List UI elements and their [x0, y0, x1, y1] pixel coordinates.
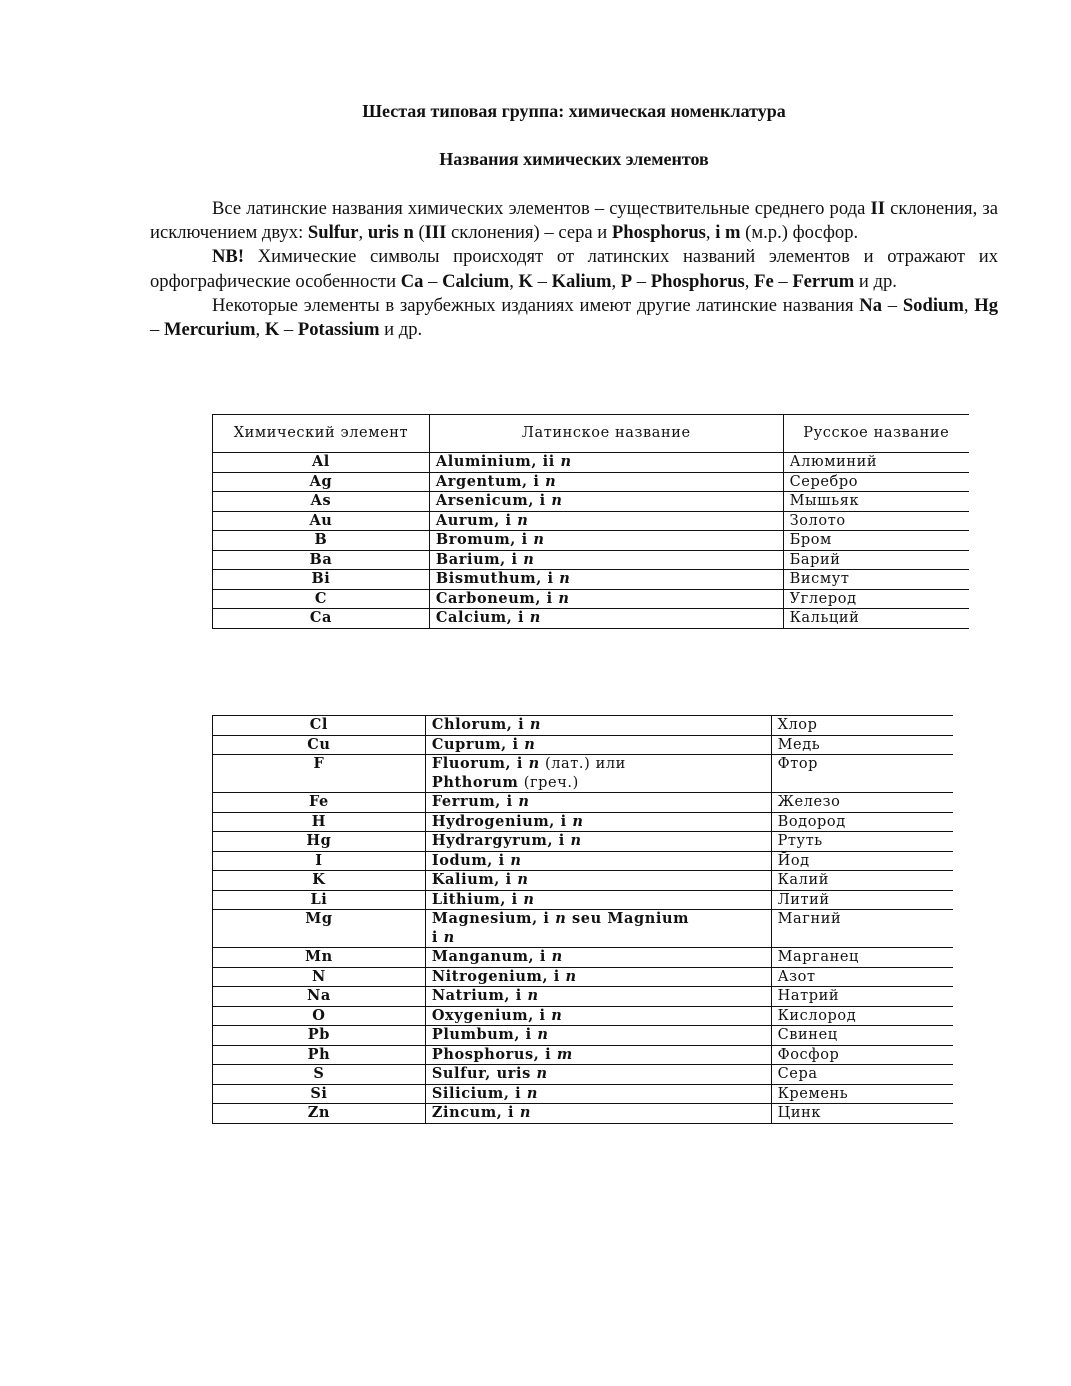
latin-name-text: Iodum, i [431, 851, 511, 869]
latin-name [429, 609, 783, 629]
table-row [213, 793, 954, 813]
gender-mark: n [558, 589, 570, 607]
latin-name-text: Hydrargyrum, i [431, 832, 571, 849]
russian-name: Кремень [771, 1084, 953, 1104]
element-symbol: I [213, 851, 426, 871]
gender-mark: n [519, 1104, 531, 1121]
latin-name [425, 1065, 771, 1085]
gender-mark: n [536, 1065, 548, 1082]
latin-name-text: Aurum, i [435, 511, 518, 529]
element-symbol: Ph [213, 1045, 426, 1065]
russian-name: Хлор [771, 716, 953, 736]
element-symbol: Zn [213, 1104, 426, 1124]
element-symbol: Al [213, 453, 430, 473]
table-row [213, 910, 954, 948]
element-symbol: Si [213, 1084, 426, 1104]
latin-name [425, 755, 771, 793]
latin-name [425, 871, 771, 891]
table-row [213, 755, 954, 793]
elements-table-part-2 [212, 715, 953, 1124]
table-row [213, 1104, 954, 1124]
table-row [213, 1065, 954, 1085]
gender-mark: n [526, 1084, 539, 1102]
latin-name-text: Ferrum, i [431, 793, 519, 810]
gender-mark: n [510, 851, 522, 869]
element-symbol: Hg [213, 832, 426, 852]
gender-mark: n [545, 472, 557, 490]
header-latin: Латинское название [429, 415, 783, 453]
latin-name [429, 550, 783, 570]
table-row [213, 472, 970, 492]
latin-name [429, 472, 783, 492]
russian-name: Серебро [783, 472, 969, 492]
gender-mark: n [517, 871, 529, 888]
latin-name [425, 948, 771, 968]
lat-note: (лат.) или [539, 756, 626, 772]
latin-name-text: Bromum, i [435, 531, 534, 548]
table-row [213, 1006, 954, 1026]
latin-name-text: Arsenicum, i [435, 492, 552, 509]
russian-name: Золото [783, 511, 969, 531]
element-symbol: Cl [213, 716, 426, 736]
paragraph-3: Некоторые элементы в зарубежных изданиях имеют другие латинские названия Na – Sodium, Hg – Mercurium, K – Potassium и др. [150, 294, 998, 341]
latin-name [429, 492, 783, 512]
elements-table-part-1 [212, 414, 969, 629]
latin-name [425, 812, 771, 832]
latin-name [425, 1006, 771, 1026]
element-symbol: Ag [213, 472, 430, 492]
latin-name [425, 1104, 771, 1124]
table-row [213, 948, 954, 968]
latin-name-text: Kalium, i [431, 871, 518, 888]
element-symbol: N [213, 967, 426, 987]
gender-mark: n [572, 812, 584, 830]
gender-mark: n [559, 570, 571, 587]
table-body-part-2 [213, 716, 954, 1124]
russian-name: Магний [771, 910, 953, 948]
table-row [213, 570, 970, 590]
gender-mark: n [551, 492, 563, 509]
latin-name [425, 967, 771, 987]
gender-mark: n [528, 755, 540, 772]
russian-name: Водород [771, 812, 953, 832]
latin-name-text: Lithium, i [431, 890, 524, 908]
element-symbol: O [213, 1006, 426, 1026]
element-symbol: K [213, 871, 426, 891]
gender-mark: n [524, 735, 536, 753]
russian-name: Цинк [771, 1104, 953, 1124]
gender-mark: n [551, 948, 563, 965]
latin-name [425, 1045, 771, 1065]
gender-mark: n [537, 1026, 549, 1043]
element-symbol: S [213, 1065, 426, 1085]
element-symbol: F [213, 755, 426, 793]
table-row [213, 735, 954, 755]
latin-name [429, 453, 783, 473]
table-row [213, 1045, 954, 1065]
latin-name [429, 570, 783, 590]
gender-mark: n [529, 716, 542, 733]
element-symbol: Ba [213, 550, 430, 570]
russian-name: Литий [771, 890, 953, 910]
element-symbol: Mg [213, 910, 426, 948]
latin-name-text: Bismuthum, i [435, 570, 560, 587]
header-russian: Русское название [783, 415, 969, 453]
russian-name: Натрий [771, 987, 953, 1007]
table-row [213, 609, 970, 629]
russian-name: Барий [783, 550, 969, 570]
table-row [213, 987, 954, 1007]
latin-name-text: Argentum, i [435, 472, 546, 490]
element-symbol: Fe [213, 793, 426, 813]
latin-name [425, 987, 771, 1007]
latin-name [429, 531, 783, 551]
gender-mark: n [523, 890, 535, 908]
russian-name: Марганец [771, 948, 953, 968]
latin-name [425, 890, 771, 910]
table-row [213, 871, 954, 891]
element-symbol: Pb [213, 1026, 426, 1046]
table-row [213, 812, 954, 832]
element-symbol: Li [213, 890, 426, 910]
gender-mark: n [565, 967, 577, 985]
alt-name-line2: i [431, 928, 444, 946]
latin-name-text: Natrium, i [431, 987, 528, 1004]
gender-mark: n [555, 910, 567, 927]
latin-name [429, 511, 783, 531]
greek-name: Phthorum [431, 773, 519, 791]
table-row [213, 1084, 954, 1104]
russian-name: Кислород [771, 1006, 953, 1026]
table-row [213, 589, 970, 609]
latin-name-text: Plumbum, i [431, 1026, 538, 1043]
alt-name: seu Magnium [566, 910, 690, 927]
gender-mark: n [517, 511, 529, 529]
gender-mark: n [518, 793, 530, 810]
latin-name-text: Chlorum, i [431, 716, 530, 733]
header-element: Химический элемент [213, 415, 430, 453]
gender-mark: n [523, 550, 535, 568]
gender-mark: m [556, 1045, 573, 1063]
latin-name-text: Hydrogenium, i [431, 812, 573, 830]
russian-name: Фосфор [771, 1045, 953, 1065]
table-row [213, 967, 954, 987]
latin-name-text: Manganum, i [431, 948, 552, 965]
table-row [213, 832, 954, 852]
latin-name [425, 735, 771, 755]
latin-name [425, 851, 771, 871]
latin-name-text: Carboneum, i [435, 589, 559, 607]
table-body-part-1 [213, 453, 970, 629]
latin-name [425, 910, 771, 948]
element-symbol: B [213, 531, 430, 551]
page-title: Шестая типовая группа: химическая номенклатура [362, 101, 786, 121]
russian-name: Мышьяк [783, 492, 969, 512]
section-title: Названия химических элементов [439, 149, 709, 169]
latin-name-text: Barium, i [435, 550, 524, 568]
element-symbol: Ca [213, 609, 430, 629]
element-symbol: H [213, 812, 426, 832]
gender-mark: n [529, 609, 541, 626]
latin-name-text: Cuprum, i [431, 735, 525, 753]
russian-name: Ртуть [771, 832, 953, 852]
latin-name-text: Zincum, i [431, 1104, 520, 1121]
gender-mark: n [570, 832, 582, 849]
russian-name: Железо [771, 793, 953, 813]
table-row [213, 716, 954, 736]
latin-name-text: Aluminium, ii [435, 453, 561, 470]
latin-name [425, 1084, 771, 1104]
greek-note: (греч.) [518, 774, 579, 791]
latin-name [425, 793, 771, 813]
latin-name-text: Sulfur, uris [431, 1065, 537, 1082]
russian-name: Калий [771, 871, 953, 891]
paragraph-1: Все латинские названия химических элементов – существительные среднего рода II склонения, за исключением двух: Sulfur, uris n (III склонения) – сера и Phosphorus, i m (м.р.) фосфор. [150, 198, 999, 244]
element-symbol: Cu [213, 735, 426, 755]
element-symbol: C [213, 589, 430, 609]
gender-mark: n [527, 987, 539, 1004]
russian-name: Кальций [783, 609, 969, 629]
latin-name [425, 832, 771, 852]
element-symbol: Mn [213, 948, 426, 968]
latin-name-text: Calcium, i [435, 609, 530, 626]
table-row [213, 851, 954, 871]
table-row [213, 511, 970, 531]
element-symbol: Au [213, 511, 430, 531]
element-symbol: Na [213, 987, 426, 1007]
latin-name [429, 589, 783, 609]
latin-name-text: Phosphorus, i [431, 1045, 557, 1063]
table-header-row [213, 415, 970, 453]
gender-mark: n [443, 928, 455, 946]
russian-name: Углерод [783, 589, 969, 609]
latin-name [425, 716, 771, 736]
table-row [213, 1026, 954, 1046]
russian-name: Сера [771, 1065, 953, 1085]
latin-name-text: Oxygenium, i [431, 1006, 552, 1024]
russian-name: Висмут [783, 570, 969, 590]
russian-name: Азот [771, 967, 953, 987]
table-row [213, 890, 954, 910]
gender-mark: n [560, 453, 572, 470]
latin-name-text: Silicium, i [431, 1084, 527, 1102]
gender-mark: n [533, 531, 545, 548]
latin-name-text: Magnesium, i [431, 910, 556, 927]
element-symbol: As [213, 492, 430, 512]
element-symbol: Bi [213, 570, 430, 590]
table-row [213, 492, 970, 512]
paragraph-2: NB! Химические символы происходят от латинских названий элементов и отражают их орфографические особенности Ca – Calcium, K – Kalium, P – Phosphorus, Fe – Ferrum и др. [150, 246, 998, 292]
russian-name: Йод [771, 851, 953, 871]
russian-name: Алюминий [783, 453, 969, 473]
latin-name [425, 1026, 771, 1046]
table-row [213, 453, 970, 473]
intro-text [150, 197, 998, 342]
latin-name-text: Nitrogenium, i [431, 967, 566, 985]
russian-name: Фтор [771, 755, 953, 793]
russian-name: Свинец [771, 1026, 953, 1046]
table-row [213, 550, 970, 570]
russian-name: Медь [771, 735, 953, 755]
latin-name-text: Fluorum, i [431, 755, 529, 772]
table-row [213, 531, 970, 551]
gender-mark: n [551, 1006, 563, 1024]
russian-name: Бром [783, 531, 969, 551]
